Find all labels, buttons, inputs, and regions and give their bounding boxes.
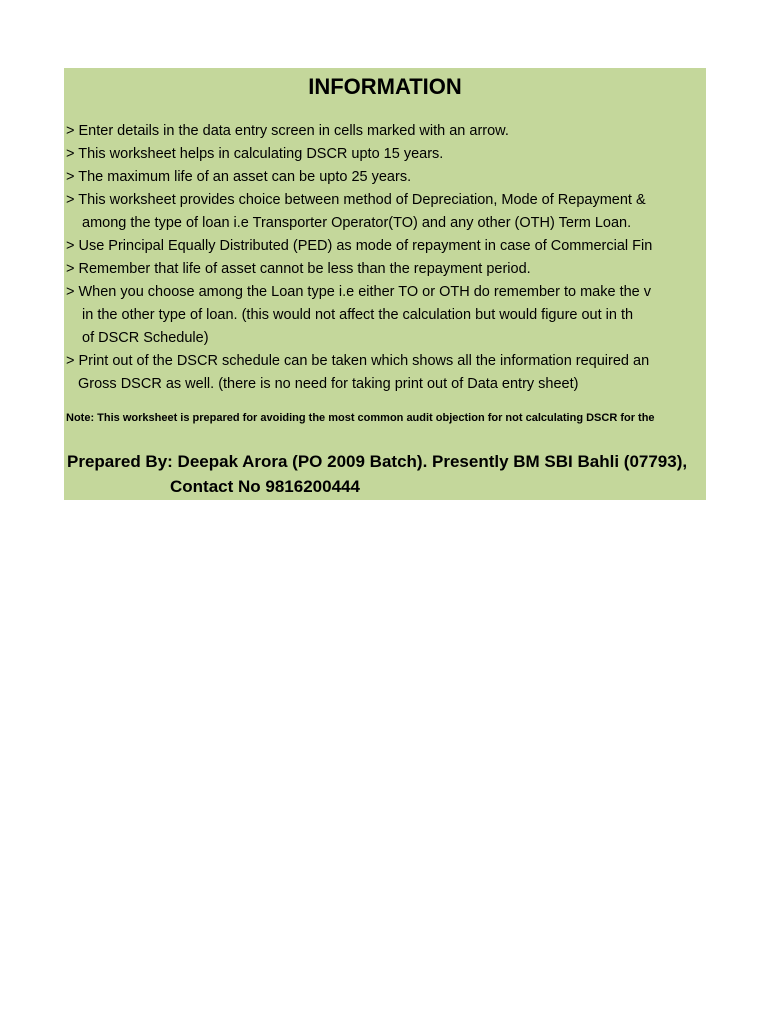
- prepared-by-text: Prepared By: Deepak Arora (PO 2009 Batch). Presently BM SBI Bahli (07793),: [67, 452, 688, 471]
- contact-text: Contact No 9816200444: [170, 477, 360, 496]
- information-list: [66, 120, 706, 396]
- info-line: > This worksheet provides choice between method of Depreciation, Mode of Repayment &: [66, 192, 646, 208]
- info-line-continuation: Gross DSCR as well. (there is no need for taking print out of Data entry sheet): [78, 376, 579, 392]
- info-line-continuation: in the other type of loan. (this would not affect the calculation but would figure out in th: [82, 307, 634, 323]
- info-line-continuation: of DSCR Schedule): [82, 330, 209, 346]
- info-line: > This worksheet helps in calculating DSCR upto 15 years.: [66, 146, 444, 162]
- info-line: > Print out of the DSCR schedule can be taken which shows all the information required an: [66, 353, 650, 369]
- info-line: > Use Principal Equally Distributed (PED) as mode of repayment in case of Commercial Fin: [66, 238, 653, 254]
- info-line: > Enter details in the data entry screen in cells marked with an arrow.: [66, 123, 509, 139]
- info-line: > When you choose among the Loan type i.e either TO or OTH do remember to make the v: [66, 284, 652, 300]
- page-title: INFORMATION: [308, 74, 462, 99]
- info-line: > Remember that life of asset cannot be less than the repayment period.: [66, 261, 531, 277]
- info-line-continuation: among the type of loan i.e Transporter Operator(TO) and any other (OTH) Term Loan.: [82, 215, 632, 231]
- information-panel: [64, 68, 706, 500]
- note-text: Note: This worksheet is prepared for avoiding the most common audit objection for not calculating DSCR for the: [66, 412, 655, 424]
- info-line: > The maximum life of an asset can be upto 25 years.: [66, 169, 412, 185]
